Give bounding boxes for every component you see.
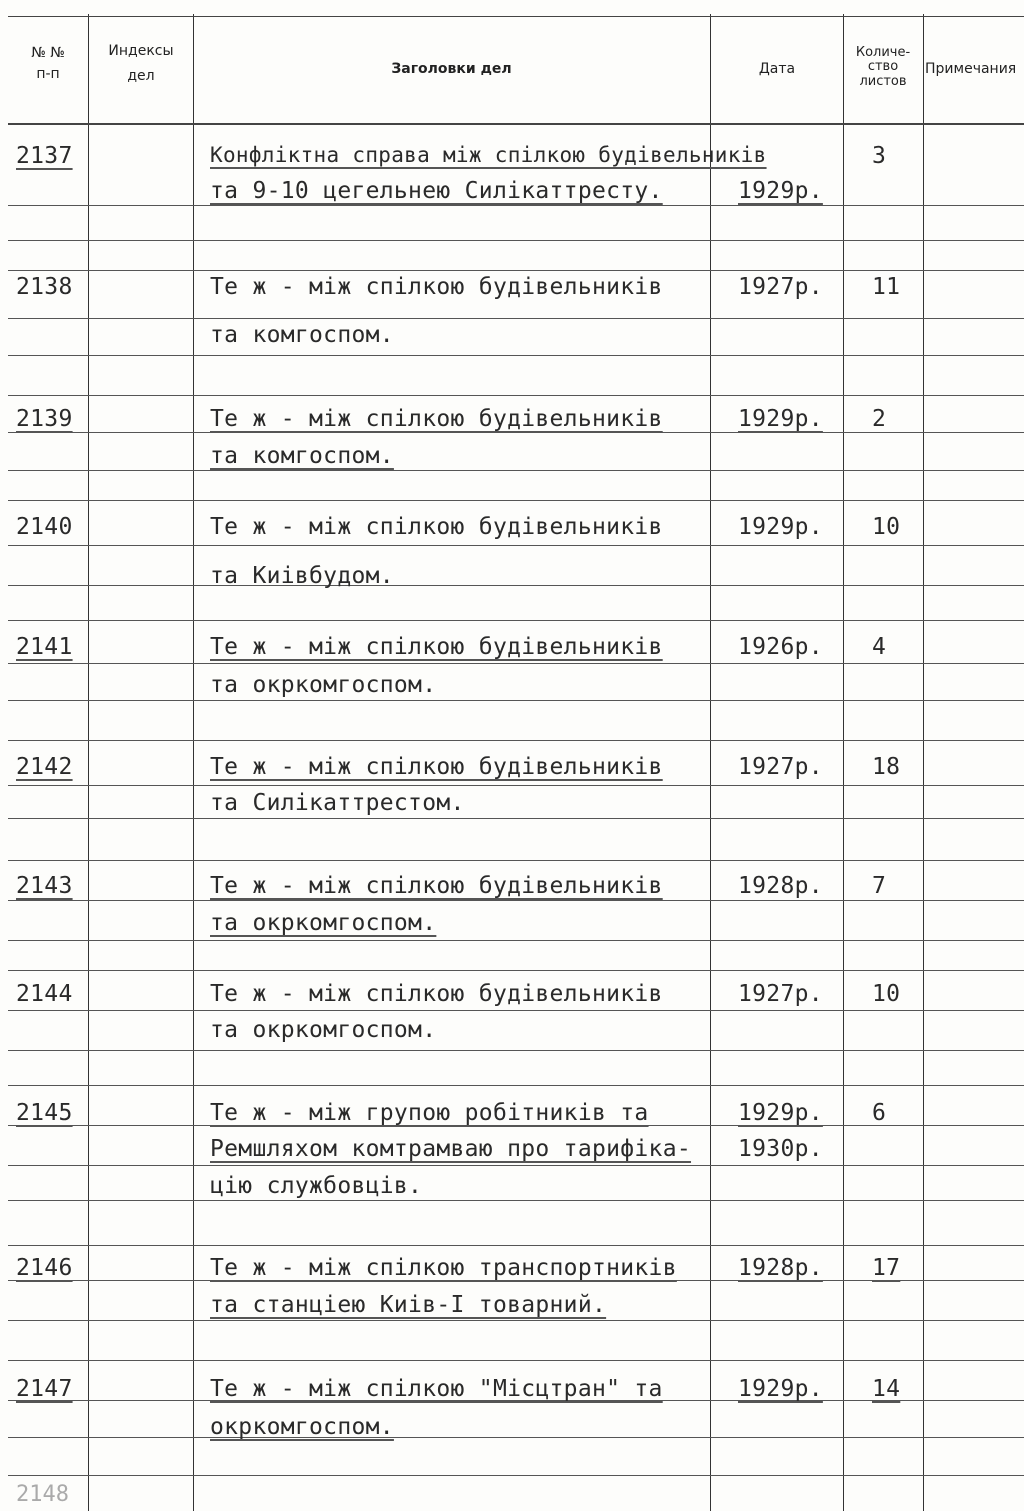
- header-quantity-line1: Количе-: [855, 45, 911, 60]
- row-date: 1928р.: [738, 873, 823, 899]
- header-notes: Примечания: [925, 61, 1017, 77]
- row-title-line3: цiю службовцiв.: [210, 1173, 423, 1199]
- row-title-line1: Те ж - мiж групою робiтникiв та: [210, 1100, 649, 1126]
- ruled-line: [8, 1085, 1024, 1086]
- ruled-line: [8, 663, 1024, 664]
- header-title: Заголовки дел: [391, 61, 512, 77]
- row-date: 1929р.: [738, 1100, 823, 1126]
- header-index-line1: Индексы: [108, 43, 174, 59]
- row-number: 2144: [16, 981, 73, 1007]
- ruled-line: [8, 900, 1024, 901]
- row-number: 2139: [16, 406, 73, 432]
- row-number: 2145: [16, 1100, 73, 1126]
- row-title-line2: та станцiею Киiв-I товарний.: [210, 1292, 607, 1318]
- row-quantity: 7: [872, 873, 887, 899]
- row-title-line1: Конфлiктна справа мiж спiлкою будiвельникiв: [210, 143, 767, 167]
- header-number-line2: п-п: [36, 66, 60, 83]
- row-date-end: 1930р.: [738, 1136, 823, 1162]
- row-quantity: 10: [872, 514, 901, 540]
- row-quantity: 14: [872, 1376, 901, 1402]
- row-quantity: 3: [872, 143, 887, 169]
- column-divider: [710, 14, 711, 1511]
- row-date: 1929р.: [738, 1376, 823, 1402]
- row-title-line1: Те ж - мiж спiлкою транспортникiв: [210, 1255, 677, 1281]
- footer-stamp: 2148: [16, 1482, 69, 1507]
- row-title-line1: Те ж - мiж спiлкою будiвельникiв: [210, 754, 663, 780]
- row-title-line2: та 9-10 цегельнею Силiкаттресту.: [210, 178, 663, 204]
- row-quantity: 4: [872, 634, 887, 660]
- ruled-line: [8, 500, 1024, 501]
- row-number: 2141: [16, 634, 73, 660]
- ruled-line: [8, 1010, 1024, 1011]
- row-quantity: 17: [872, 1255, 901, 1281]
- row-number: 2142: [16, 754, 73, 780]
- header-quantity-line3: листов: [859, 73, 907, 89]
- row-title-line2: та окркомгоспом.: [210, 910, 437, 936]
- row-title-line2: та комгоспом.: [210, 322, 394, 348]
- ruled-line: [8, 1360, 1024, 1361]
- ruled-line: [8, 700, 1024, 701]
- row-quantity: 11: [872, 274, 901, 300]
- row-title-line1: Те ж - мiж спiлкою будiвельникiв: [210, 406, 663, 432]
- ruled-line: [8, 1050, 1024, 1051]
- ruled-line: [8, 970, 1024, 971]
- ruled-line: [8, 355, 1024, 356]
- row-title-line2: Ремшляхом комтрамваю про тарифiка-: [210, 1136, 692, 1162]
- header-quantity-line2: ство: [867, 59, 899, 75]
- row-date: 1929р.: [738, 406, 823, 432]
- header-number: [10, 46, 86, 83]
- row-title-line1: Те ж - мiж спiлкою будiвельникiв: [210, 274, 663, 300]
- header-bottom-rule: [8, 123, 1024, 125]
- row-title-line2: та Киiвбудом.: [210, 563, 394, 589]
- ruled-line: [8, 940, 1024, 941]
- ruled-line: [8, 318, 1024, 319]
- row-title-line1: Те ж - мiж спiлкою "Мiсцтран" та: [210, 1376, 663, 1402]
- row-date: 1927р.: [738, 274, 823, 300]
- row-date: 1926р.: [738, 634, 823, 660]
- header-top-rule: [8, 16, 1024, 17]
- row-number: 2137: [16, 143, 73, 169]
- ruled-line: [8, 1200, 1024, 1201]
- row-title-line1: Те ж - мiж спiлкою будiвельникiв: [210, 514, 663, 540]
- row-title-line2: та Силiкаттрестом.: [210, 790, 465, 816]
- row-title-line1: Те ж - мiж спiлкою будiвельникiв: [210, 634, 663, 660]
- ruled-line: [8, 395, 1024, 396]
- column-divider: [843, 14, 844, 1511]
- header-index-line2: дел: [127, 68, 155, 85]
- ruled-line: [8, 1245, 1024, 1246]
- row-title-line1: Те ж - мiж спiлкою будiвельникiв: [210, 873, 663, 899]
- ruled-line: [8, 1165, 1024, 1166]
- ruled-line: [8, 470, 1024, 471]
- row-date: 1929р.: [738, 514, 823, 540]
- row-number: 2143: [16, 873, 73, 899]
- row-title-line2: окркомгоспом.: [210, 1414, 394, 1440]
- ruled-line: [8, 620, 1024, 621]
- ruled-line: [8, 270, 1024, 271]
- row-title-line2: та окркомгоспом.: [210, 672, 437, 698]
- header-date: Дата: [758, 61, 796, 77]
- row-number: 2140: [16, 514, 73, 540]
- row-number: 2146: [16, 1255, 73, 1281]
- row-number: 2138: [16, 274, 73, 300]
- header-number-line1: № №: [31, 45, 65, 61]
- ruled-line: [8, 785, 1024, 786]
- row-date: 1928р.: [738, 1255, 823, 1281]
- row-quantity: 2: [872, 406, 887, 432]
- ruled-line: [8, 1475, 1024, 1476]
- ruled-line: [8, 545, 1024, 546]
- row-number: 2147: [16, 1376, 73, 1402]
- header-index: [90, 44, 192, 85]
- ruled-line: [8, 432, 1024, 433]
- ruled-line: [8, 818, 1024, 819]
- row-title-line2: та комгоспом.: [210, 443, 394, 469]
- row-title-line1: Те ж - мiж спiлкою будiвельникiв: [210, 981, 663, 1007]
- row-quantity: 18: [872, 754, 901, 780]
- header-quantity: [844, 46, 922, 89]
- ruled-line: [8, 740, 1024, 741]
- column-divider: [193, 14, 194, 1511]
- column-divider: [923, 14, 924, 1511]
- row-quantity: 10: [872, 981, 901, 1007]
- ruled-line: [8, 205, 1024, 206]
- row-date: 1929р.: [738, 178, 823, 204]
- ruled-line: [8, 240, 1024, 241]
- row-date: 1927р.: [738, 981, 823, 1007]
- row-quantity: 6: [872, 1100, 887, 1126]
- ruled-line: [8, 1320, 1024, 1321]
- row-date: 1927р.: [738, 754, 823, 780]
- ruled-line: [8, 860, 1024, 861]
- column-divider: [88, 14, 89, 1511]
- row-title-line2: та окркомгоспом.: [210, 1017, 437, 1043]
